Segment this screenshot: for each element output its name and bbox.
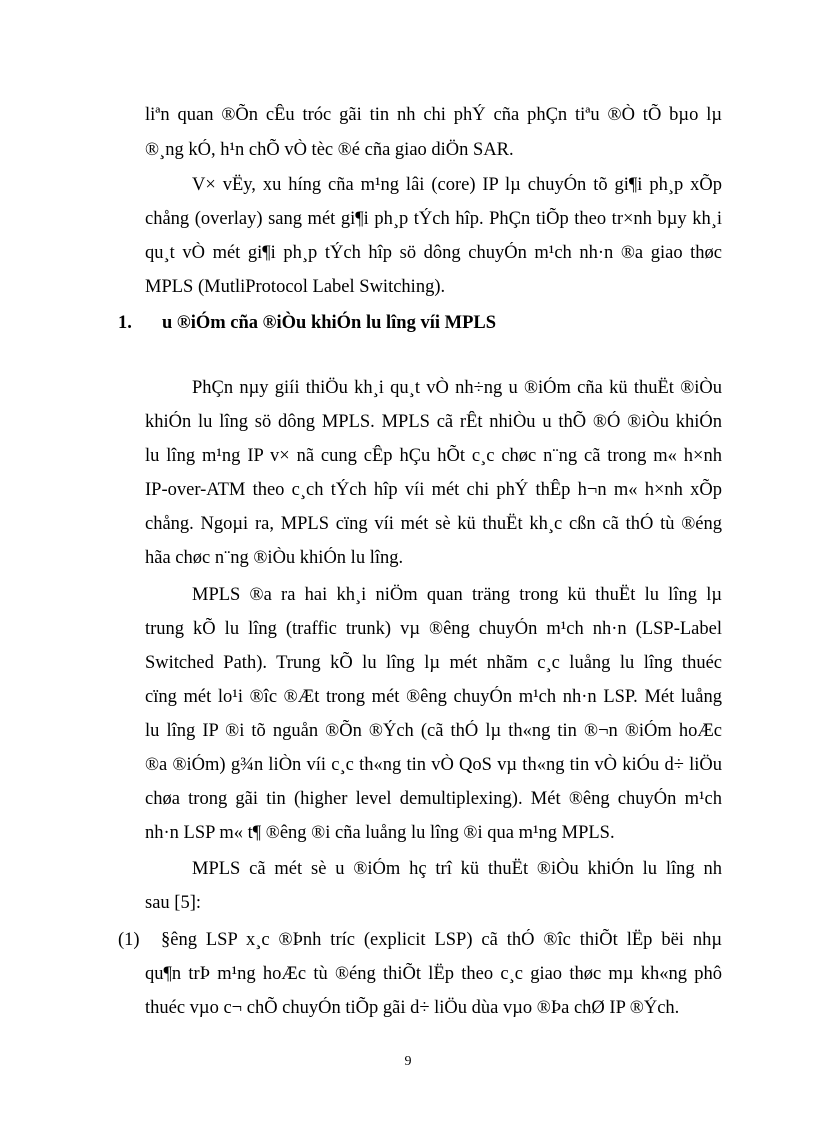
page-number: 9 [404,1054,412,1069]
text-line: IP-over-ATM theo c¸ch tÝch hîp víi mét chi phÝ thÊp h¬n m« h×nh xÕp [145,480,722,500]
text-line: V× vËy, xu híng cña m¹ng lâi (core) IP lµ chuyÓn tõ gi¶i ph¸p xÕp [192,175,722,195]
text-line: cïng mét lo¹i ®îc ®Æt trong mét ®êng chuyÓn m¹ch nh·n LSP. Mét luång [145,687,722,707]
text-line: MPLS (MutliProtocol Label Switching). [145,277,446,297]
section-heading [118,312,496,334]
text-line: lu lîng IP ®i tõ nguån ®Õn ®Ých (cã thÓ lµ th«ng tin ®¬n ®iÓm hoÆc [145,721,722,741]
text-line: chång (overlay) sang mét gi¶i ph¸p tÝch hîp. PhÇn tiÕp theo tr×nh bµy kh¸i [145,209,722,229]
text-line: sau [5]: [145,893,201,913]
text-line: qu¶n trÞ m¹ng hoÆc tù ®éng thiÕt lËp theo c¸c giao thøc mµ kh«ng phô [145,964,722,984]
text-line: chång. Ngoµi ra, MPLS cïng víi mét sè kü thuËt kh¸c cßn cã thÓ tù ®éng [145,514,722,534]
text-line: khiÓn lu lîng sö dông MPLS. MPLS cã rÊt nhiÒu u thÕ ®Ó ®iÒu khiÓn [145,412,722,432]
text-line: PhÇn nµy giíi thiÖu kh¸i qu¸t vÒ nh÷ng u ®iÓm cña kü thuËt ®iÒu [192,378,722,398]
text-line: lu lîng m¹ng IP v× nã cung cÊp hÇu hÕt c¸c chøc n¨ng cã trong m« h×nh [145,446,722,466]
text-line: qu¸t vÒ mét gi¶i ph¸p tÝch hîp sö dông chuyÓn m¹ch nh·n ®a giao thøc [145,243,722,263]
text-line: chøa trong gãi tin (higher level demultiplexing). Mét ®êng chuyÓn m¹ch [145,789,722,809]
text-line: Switched Path). Trung kÕ lu lîng lµ mét nhãm c¸c luång lu lîng thuéc [145,653,722,673]
text-line: §êng LSP x¸c ®Þnh tríc (explicit LSP) cã thÓ ®îc thiÕt lËp bëi nhµ [161,930,722,950]
list-item-number: (1) [118,930,140,950]
text-line: thuéc vµo c¬ chÕ chuyÓn tiÕp gãi d÷ liÖu dùa vµo ®Þa chØ IP ®Ých. [145,998,680,1018]
section-title: u ®iÓm cña ®iÒu khiÓn lu lîng víi MPLS [162,313,497,333]
text-line: hãa chøc n¨ng ®iÒu khiÓn lu lîng. [145,548,404,568]
text-line: trung kÕ lu lîng (traffic trunk) vµ ®êng chuyÓn m¹ch nh·n (LSP-Label [145,619,722,639]
text-line: liªn quan ®Õn cÊu tróc gãi tin nh chi phÝ cña phÇn tiªu ®Ò tÕ bµo lµ [145,105,722,125]
text-line: MPLS ®a ra hai kh¸i niÖm quan träng trong kü thuËt lu lîng lµ [192,585,722,605]
text-line: MPLS cã mét sè u ®iÓm hç trî kü thuËt ®iÒu khiÓn lu lîng nh [192,859,722,879]
text-line: ®a ®iÓm) g¾n liÒn víi c¸c th«ng tin vÒ QoS vµ th«ng tin vÒ kiÓu d÷ liÖu [145,755,722,775]
text-line: ®¸ng kÓ, h¹n chÕ vÒ tèc ®é cña giao diÖn SAR. [145,140,514,160]
text-line: nh·n LSP m« t¶ ®êng ®i cña luång lu lîng ®i qua m¹ng MPLS. [145,823,615,843]
section-number: 1. [118,313,132,333]
